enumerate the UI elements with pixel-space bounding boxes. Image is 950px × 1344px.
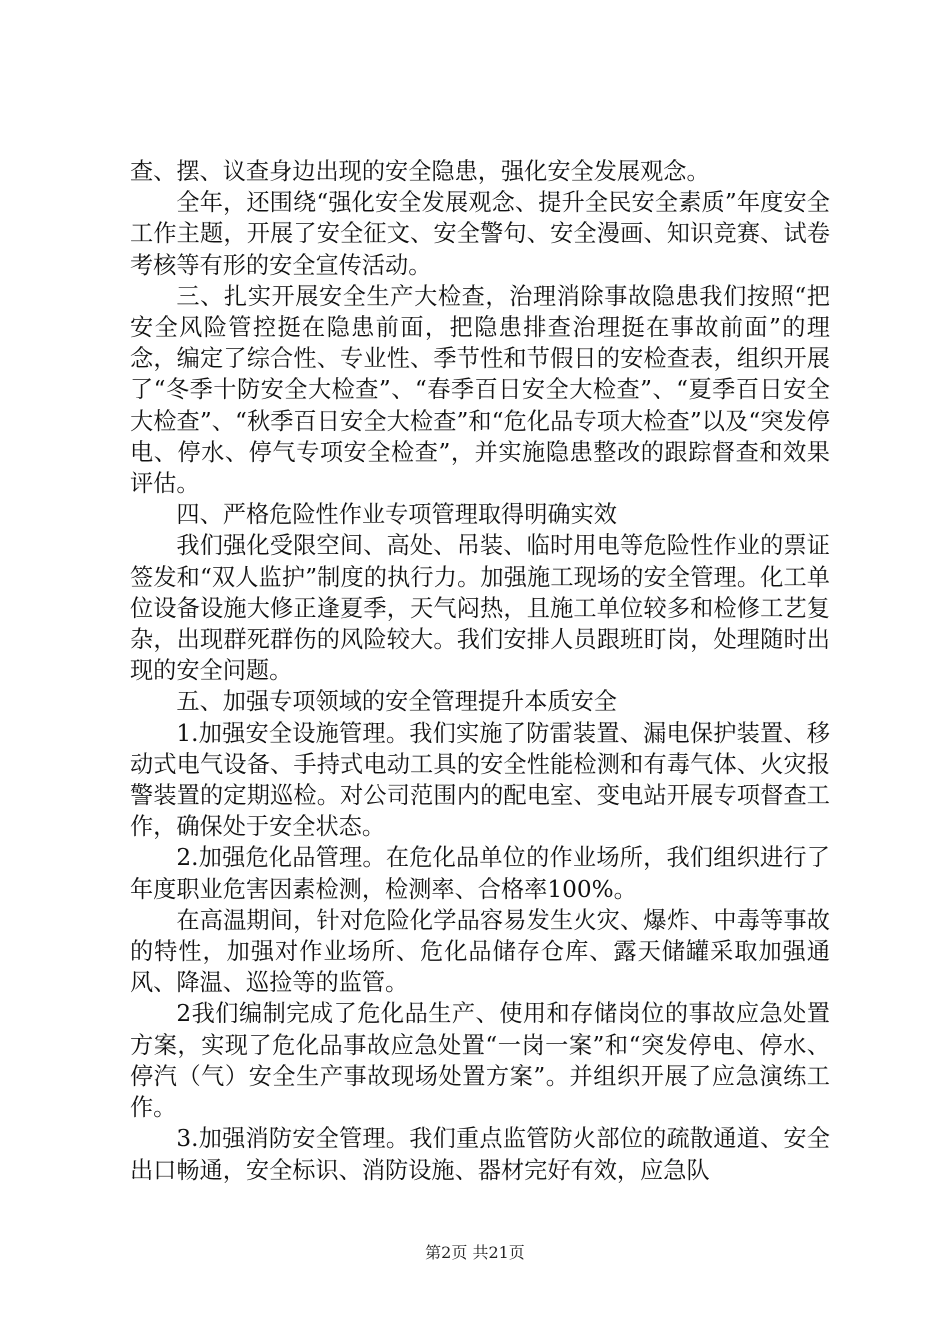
paragraph-7: 1.加强安全设施管理。我们实施了防雷装置、漏电保护装置、移动式电气设备、手持式电动工具的安全性能检测和有毒气体、火灾报警装置的定期巡检。对公司范围内的配电室、变电站开展专项督查工作，确保处于安全状态。 xyxy=(130,719,830,841)
section-heading-5: 五、加强专项领域的安全管理提升本质安全 xyxy=(176,688,617,716)
paragraph-5: 我们强化受限空间、高处、吊装、临时用电等危险性作业的票证签发和“双人监护”制度的执行力。加强施工现场的安全管理。化工单位设备设施大修正逢夏季，天气闷热，且施工单位较多和检修工艺复杂，出现群死群伤的风险较大。我们安排人员跟班盯岗，处理随时出现的安全问题。 xyxy=(130,532,830,685)
paragraph-10: 2我们编制完成了危化品生产、使用和存储岗位的事故应急处置方案，实现了危化品事故应急处置“一岗一案”和“突发停电、停水、停汽（气）安全生产事故现场处置方案”。并组织开展了应急演练工作。 xyxy=(130,1000,830,1122)
document-body xyxy=(130,156,830,1186)
paragraph-3: 三、扎实开展安全生产大检查，治理消除事故隐患我们按照“把安全风险管控挺在隐患前面，把隐患排查治理挺在事故前面”的理念，编定了综合性、专业性、季节性和节假日的安检查表，组织开展了“冬季十防安全大检查”、“春季百日安全大检查”、“夏季百日安全大检查”、“秋季百日安全大检查”和“危化品专项大检查”以及“突发停电、停水、停气专项安全检查”，并实施隐患整改的跟踪督查和效果评估。 xyxy=(130,282,830,498)
page-number-footer: 第2页 共21页 xyxy=(425,1243,525,1262)
section-heading-4: 四、严格危险性作业专项管理取得明确实效 xyxy=(176,501,617,529)
paragraph-9: 在高温期间，针对危险化学品容易发生火灾、爆炸、中毒等事故的特性，加强对作业场所、危化品储存仓库、露天储罐采取加强通风、降温、巡捡等的监管。 xyxy=(130,906,830,997)
paragraph-8: 2.加强危化品管理。在危化品单位的作业场所，我们组织进行了年度职业危害因素检测，检测率、合格率100%。 xyxy=(130,844,830,903)
paragraph-1: 查、摆、议查身边出现的安全隐患，强化安全发展观念。 xyxy=(130,158,710,185)
paragraph-11: 3.加强消防安全管理。我们重点监管防火部位的疏散通道、安全出口畅通，安全标识、消防设施、器材完好有效，应急队 xyxy=(130,1125,830,1184)
paragraph-2: 全年，还围绕“强化安全发展观念、提升全民安全素质”年度安全工作主题，开展了安全征文、安全警句、安全漫画、知识竞赛、试卷考核等有形的安全宣传活动。 xyxy=(130,189,830,279)
